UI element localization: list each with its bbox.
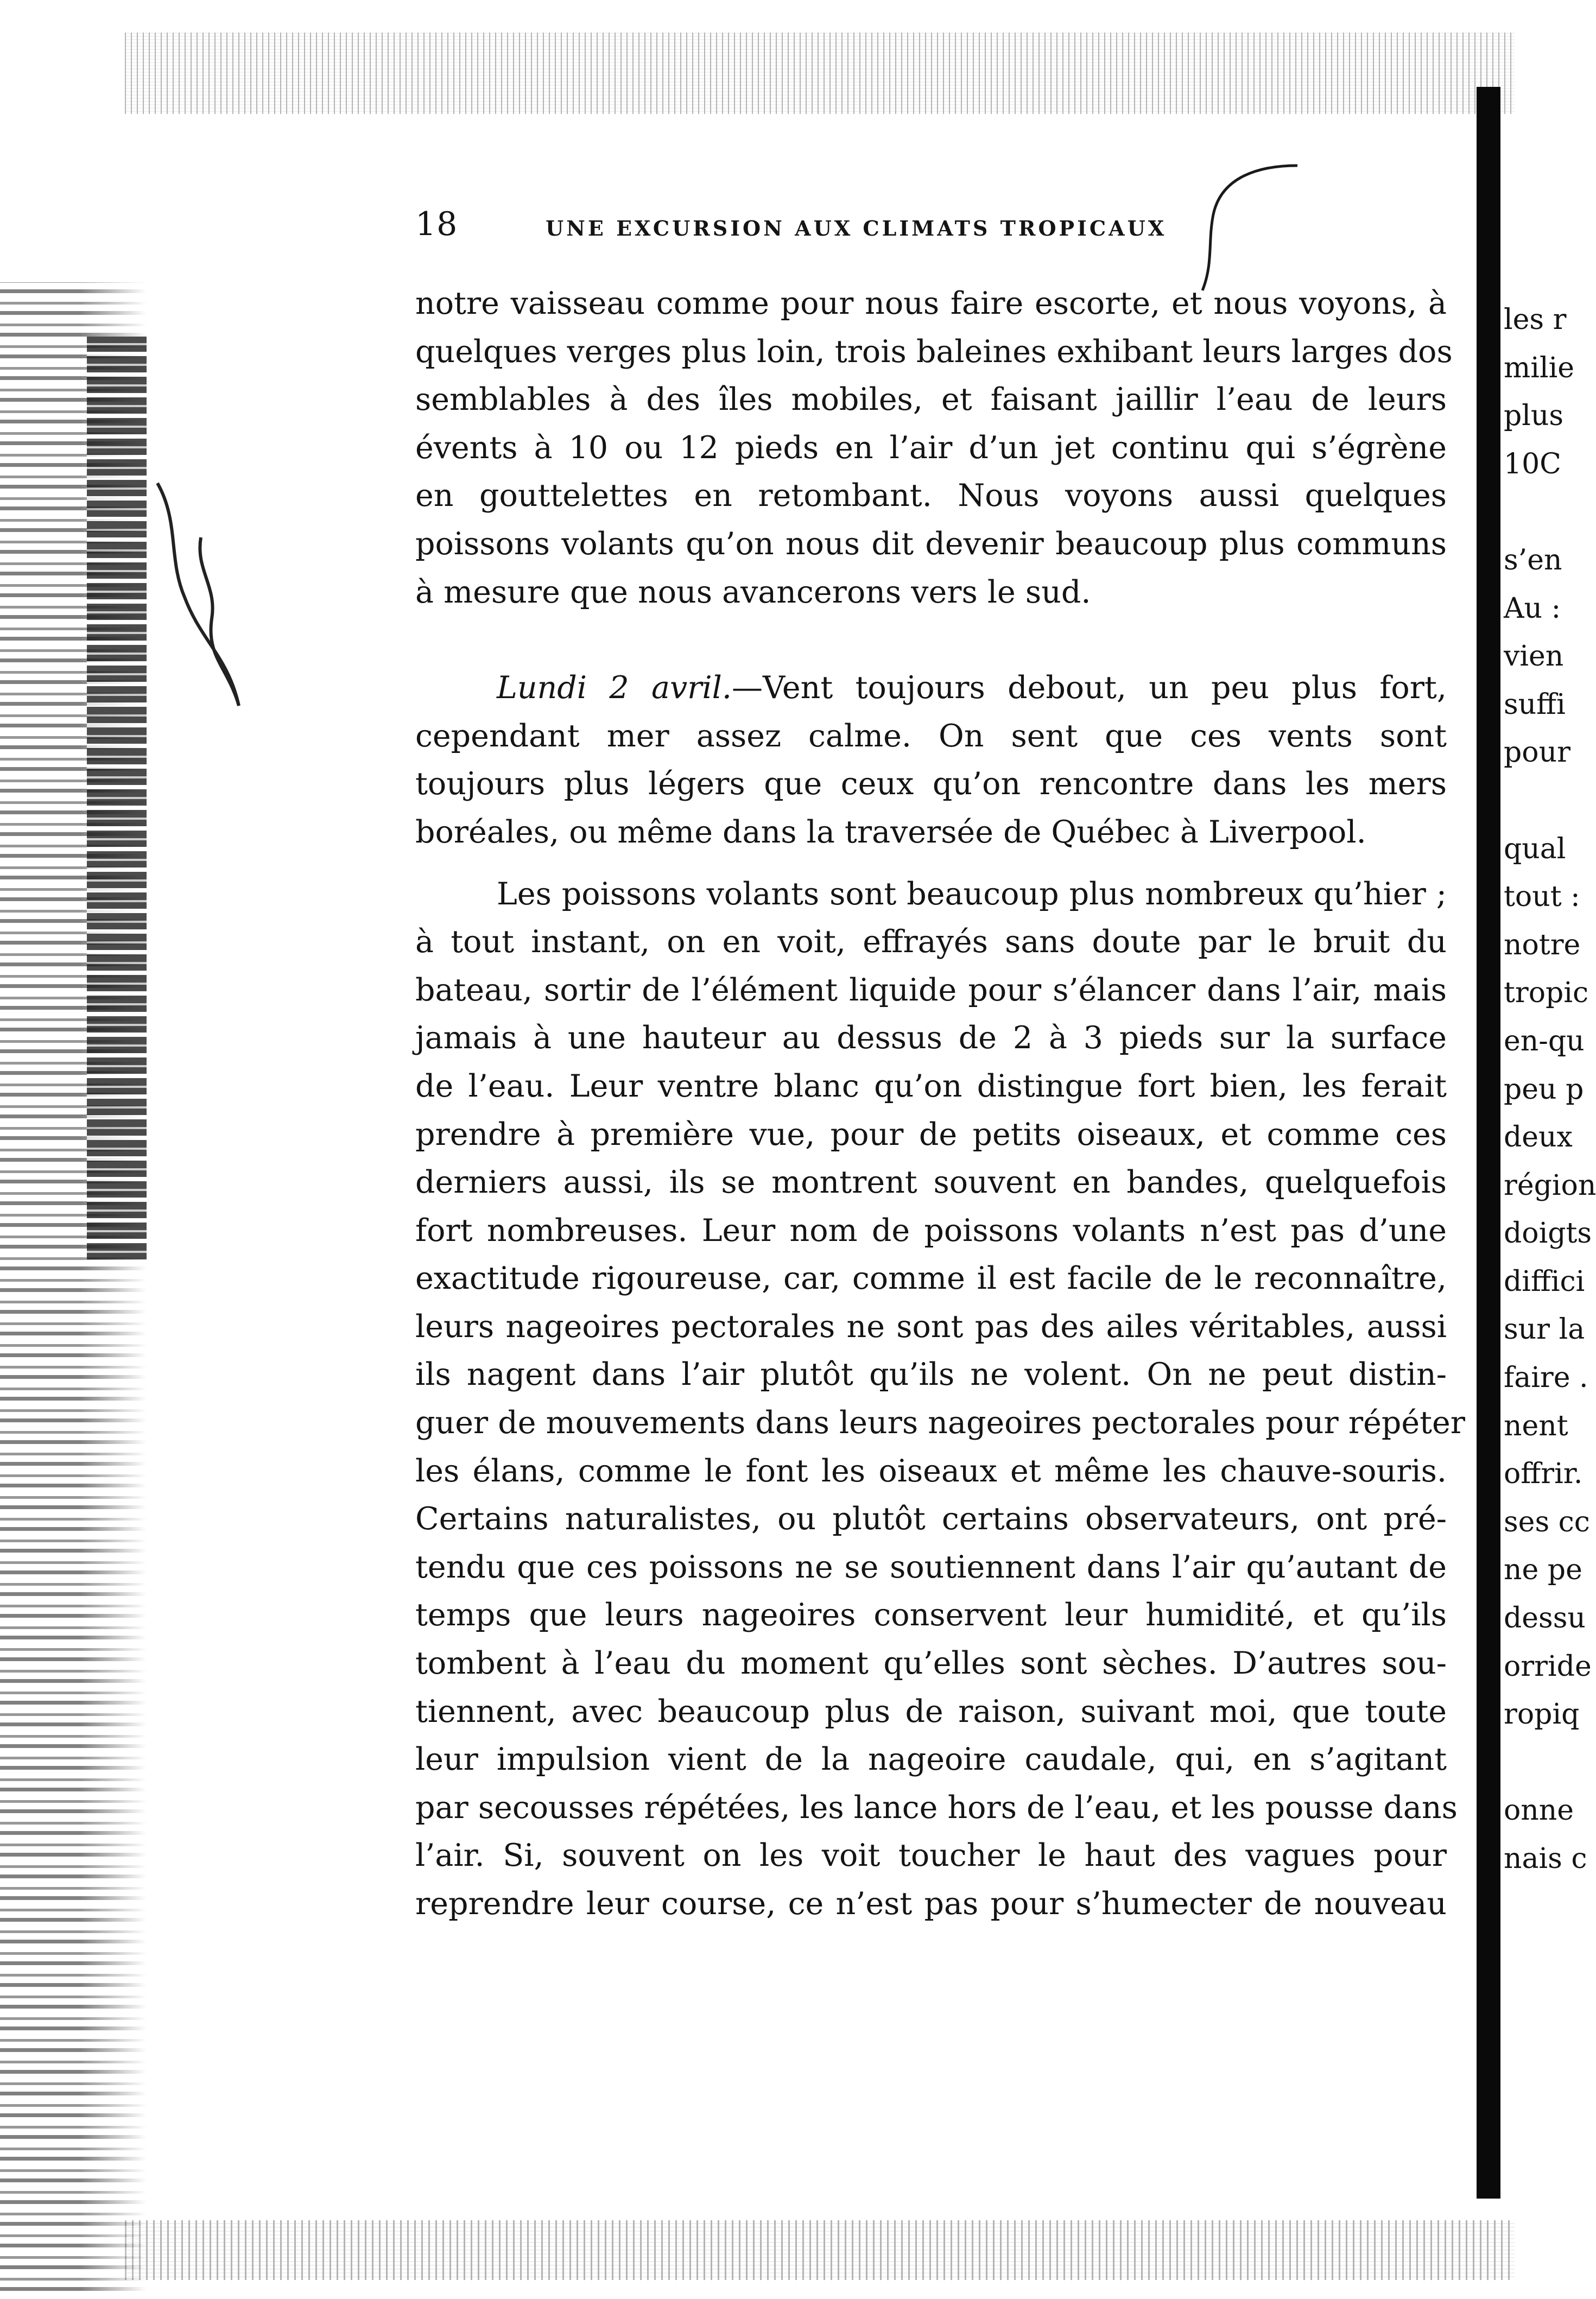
text-line: exactitude rigoureuse, car, comme il est facile de le reconnaître,: [415, 1261, 1447, 1297]
margin-pencil-mark: [147, 478, 250, 727]
paragraph: [415, 664, 1447, 856]
adjacent-line: nais c: [1504, 1842, 1587, 1875]
text-run: —Vent toujours debout, un peu plus fort,: [731, 670, 1447, 706]
page-body: [415, 280, 1465, 1928]
text-line: évents à 10 ou 12 pieds en l’air d’un jet continu qui s’égrène: [415, 429, 1447, 466]
adjacent-line: s’en: [1504, 543, 1562, 577]
adjacent-line: nent: [1504, 1409, 1568, 1442]
text-line: semblables à des îles mobiles, et faisant jaillir l’eau de leurs: [415, 382, 1447, 418]
adjacent-line: faire .: [1504, 1361, 1588, 1395]
adjacent-line: ropiq: [1504, 1698, 1580, 1731]
text-line: de l’eau. Leur ventre blanc qu’on distingue fort bien, les ferait: [415, 1068, 1447, 1104]
text-line: l’air. Si, souvent on les voit toucher le haut des vagues pour: [415, 1838, 1447, 1874]
text-line: à mesure que nous avancerons vers le sud.: [415, 574, 1091, 610]
adjacent-line: les r: [1504, 303, 1567, 336]
text-line: notre vaisseau comme pour nous faire escorte, et nous voyons, à: [415, 286, 1447, 321]
adjacent-line: suffi: [1504, 688, 1566, 721]
text-line: à tout instant, on en voit, effrayés sans doute par le bruit du: [415, 924, 1447, 960]
text-line: tendu que ces poissons ne se soutiennent dans l’air qu’autant de: [415, 1549, 1447, 1585]
text-line: toujours plus légers que ceux qu’on rencontre dans les mers: [415, 766, 1447, 802]
text-line: en gouttelettes en retombant. Nous voyons aussi quelques: [415, 478, 1447, 514]
adjacent-line: ses cc: [1504, 1505, 1590, 1538]
adjacent-line: en-qu: [1504, 1024, 1585, 1057]
text-line: leurs nageoires pectorales ne sont pas des ailes véritables, aussi: [415, 1308, 1447, 1345]
adjacent-line: tropic: [1504, 977, 1589, 1010]
paragraph-spacing: [415, 857, 1447, 870]
text-line: jamais à une hauteur au dessus de 2 à 3 pieds sur la surface: [415, 1020, 1447, 1056]
text-line: cependant mer assez calme. On sent que ces vents sont: [415, 718, 1447, 754]
text-line: ils nagent dans l’air plutôt qu’ils ne volent. On ne peut distin-: [415, 1357, 1447, 1393]
adjacent-line: diffici: [1504, 1265, 1585, 1298]
page-gutter-shadow: [1477, 87, 1500, 2199]
text-line: Les poissons volants sont beaucoup plus nombreux qu’hier ;: [497, 876, 1447, 912]
text-line: guer de mouvements dans leurs nageoires pectorales pour répéter: [415, 1405, 1465, 1441]
adjacent-line: pour: [1504, 736, 1570, 769]
adjacent-line: région: [1504, 1169, 1596, 1202]
adjacent-line: qual: [1504, 832, 1566, 865]
adjacent-line: notre: [1504, 928, 1581, 961]
text-line: temps que leurs nageoires conservent leur humidité, et qu’ils: [415, 1597, 1447, 1633]
adjacent-line: offrir.: [1504, 1458, 1583, 1491]
scan-noise-top: [125, 33, 1515, 114]
adjacent-line: peu p: [1504, 1073, 1584, 1106]
running-head: UNE EXCURSION AUX CLIMATS TROPICAUX: [546, 216, 1167, 240]
adjacent-line: vien: [1504, 640, 1564, 673]
adjacent-line: milie: [1504, 351, 1574, 384]
adjacent-line: Au :: [1504, 592, 1561, 625]
text-line: tombent à l’eau du moment qu’elles sont sèches. D’autres sou-: [415, 1645, 1447, 1682]
text-line: par secousses répétées, les lance hors de l’eau, et les pousse dans: [415, 1789, 1458, 1826]
adjacent-line: doigts: [1504, 1217, 1592, 1250]
text-line: [415, 664, 1447, 712]
adjacent-line: plus: [1504, 400, 1564, 433]
adjacent-line: onne: [1504, 1794, 1574, 1827]
adjacent-line: [1504, 777, 1579, 825]
adjacent-line: [1504, 488, 1579, 536]
scan-noise-bottom: [125, 2220, 1515, 2280]
adjacent-page-fragment: [1504, 296, 1596, 2087]
text-line: prendre à première vue, pour de petits oiseaux, et comme ces: [415, 1116, 1447, 1152]
text-line: Certains naturalistes, ou plutôt certains observateurs, ont pré-: [415, 1501, 1447, 1537]
adjacent-line: deux: [1504, 1121, 1573, 1154]
adjacent-line: sur la: [1504, 1313, 1585, 1346]
text-line: les élans, comme le font les oiseaux et même les chauve-souris.: [415, 1453, 1447, 1489]
text-line: leur impulsion vient de la nageoire caudale, qui, en s’agitant: [415, 1741, 1447, 1778]
adjacent-line: dessu: [1504, 1602, 1586, 1635]
text-line: bateau, sortir de l’élément liquide pour s’élancer dans l’air, mais: [415, 972, 1447, 1008]
paragraph: [415, 280, 1453, 616]
text-line: fort nombreuses. Leur nom de poissons volants n’est pas d’une: [415, 1212, 1447, 1249]
text-line: reprendre leur course, ce n’est pas pour s’humecter de nouveau: [415, 1886, 1447, 1922]
diary-date: Lundi 2 avril.: [497, 670, 732, 706]
text-line: derniers aussi, ils se montrent souvent en bandes, quelquefois: [415, 1164, 1447, 1201]
paragraph-spacing: [415, 616, 1447, 664]
adjacent-line: 10C: [1504, 447, 1561, 480]
text-line: tiennent, avec beaucoup plus de raison, suivant moi, que toute: [415, 1693, 1447, 1730]
adjacent-line: tout :: [1504, 881, 1580, 914]
adjacent-line: [1504, 1739, 1579, 1787]
text-line: poissons volants qu’on nous dit devenir beaucoup plus communs: [415, 525, 1447, 562]
adjacent-line: orride: [1504, 1650, 1592, 1683]
text-line: boréales, ou même dans la traversée de Québec à Liverpool.: [415, 814, 1366, 850]
paragraph: [415, 870, 1465, 1928]
adjacent-line: ne pe: [1504, 1554, 1582, 1587]
text-line: quelques verges plus loin, trois baleines exhibant leurs larges dos: [415, 333, 1453, 370]
page-number: 18: [415, 205, 458, 243]
binding-edge-dark: [87, 337, 147, 1259]
